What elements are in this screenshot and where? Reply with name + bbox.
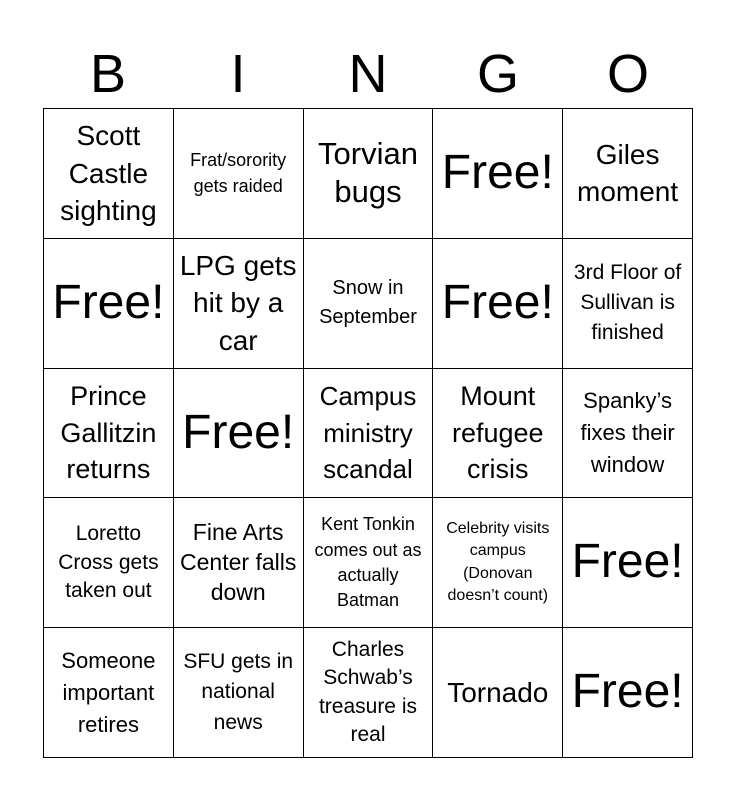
bingo-cell[interactable]: [433, 369, 563, 499]
bingo-cell[interactable]: [174, 498, 304, 628]
bingo-cell[interactable]: [44, 369, 174, 499]
cell-text: LPG gets hit by a car: [179, 249, 297, 357]
cell-text: Celebrity visits campus (Donovan doesn’t count): [446, 520, 550, 605]
cell-text: Frat/sorority gets raided: [190, 150, 287, 197]
bingo-cell-free[interactable]: [563, 628, 693, 758]
bingo-cell[interactable]: [304, 628, 434, 758]
cell-text: Giles moment: [577, 138, 679, 208]
bingo-cell[interactable]: [44, 628, 174, 758]
bingo-cell[interactable]: [563, 239, 693, 369]
bingo-cell[interactable]: [44, 498, 174, 628]
cell-text: Mount refugee crisis: [451, 381, 544, 485]
cell-text: Snow in September: [319, 277, 417, 329]
bingo-cell-free[interactable]: [433, 109, 563, 239]
bingo-cell[interactable]: [563, 369, 693, 499]
bingo-cell[interactable]: [174, 109, 304, 239]
bingo-cell[interactable]: [304, 109, 434, 239]
header-letter-g: G: [476, 44, 519, 104]
cell-text: Free!: [441, 146, 554, 199]
bingo-cell[interactable]: [304, 498, 434, 628]
cell-text: Tornado: [447, 676, 549, 708]
cell-text: Loretto Cross gets taken out: [58, 522, 159, 602]
cell-text: Spanky’s fixes their window: [580, 388, 675, 477]
cell-text: Prince Gallitzin returns: [60, 381, 157, 485]
bingo-cell-free[interactable]: [563, 498, 693, 628]
bingo-cell[interactable]: [174, 239, 304, 369]
bingo-cell-free[interactable]: [174, 369, 304, 499]
bingo-cell[interactable]: [174, 628, 304, 758]
cell-text: Fine Arts Center falls down: [180, 518, 297, 605]
cell-text: Campus ministry scandal: [319, 381, 417, 485]
bingo-cell[interactable]: [433, 498, 563, 628]
cell-text: 3rd Floor of Sullivan is finished: [573, 260, 682, 345]
bingo-cell[interactable]: [304, 369, 434, 499]
cell-text: Free!: [441, 275, 554, 329]
cell-text: SFU gets in national news: [183, 649, 294, 734]
cell-text: Free!: [182, 405, 295, 459]
header-letter-n: N: [348, 44, 388, 104]
header-letter-o: O: [606, 44, 649, 104]
cell-text: Scott Castle sighting: [60, 119, 157, 227]
cell-text: Torvian bugs: [318, 135, 418, 210]
cell-text: Free!: [571, 665, 684, 719]
header-letter-b: B: [89, 44, 127, 104]
cell-text: Kent Tonkin comes out as actually Batman: [314, 514, 422, 610]
header-letter-i: I: [230, 44, 246, 104]
bingo-header: [43, 40, 693, 108]
bingo-cell[interactable]: [433, 628, 563, 758]
bingo-cell[interactable]: [563, 109, 693, 239]
cell-text: Free!: [571, 535, 684, 589]
bingo-cell[interactable]: [44, 109, 174, 239]
bingo-cell[interactable]: [304, 239, 434, 369]
cell-text: Free!: [52, 275, 165, 329]
bingo-cell-free[interactable]: [433, 239, 563, 369]
cell-text: Someone important retires: [61, 647, 156, 737]
bingo-cell-free[interactable]: [44, 239, 174, 369]
cell-text: Charles Schwab’s treasure is real: [318, 637, 417, 746]
bingo-grid: [43, 108, 693, 758]
